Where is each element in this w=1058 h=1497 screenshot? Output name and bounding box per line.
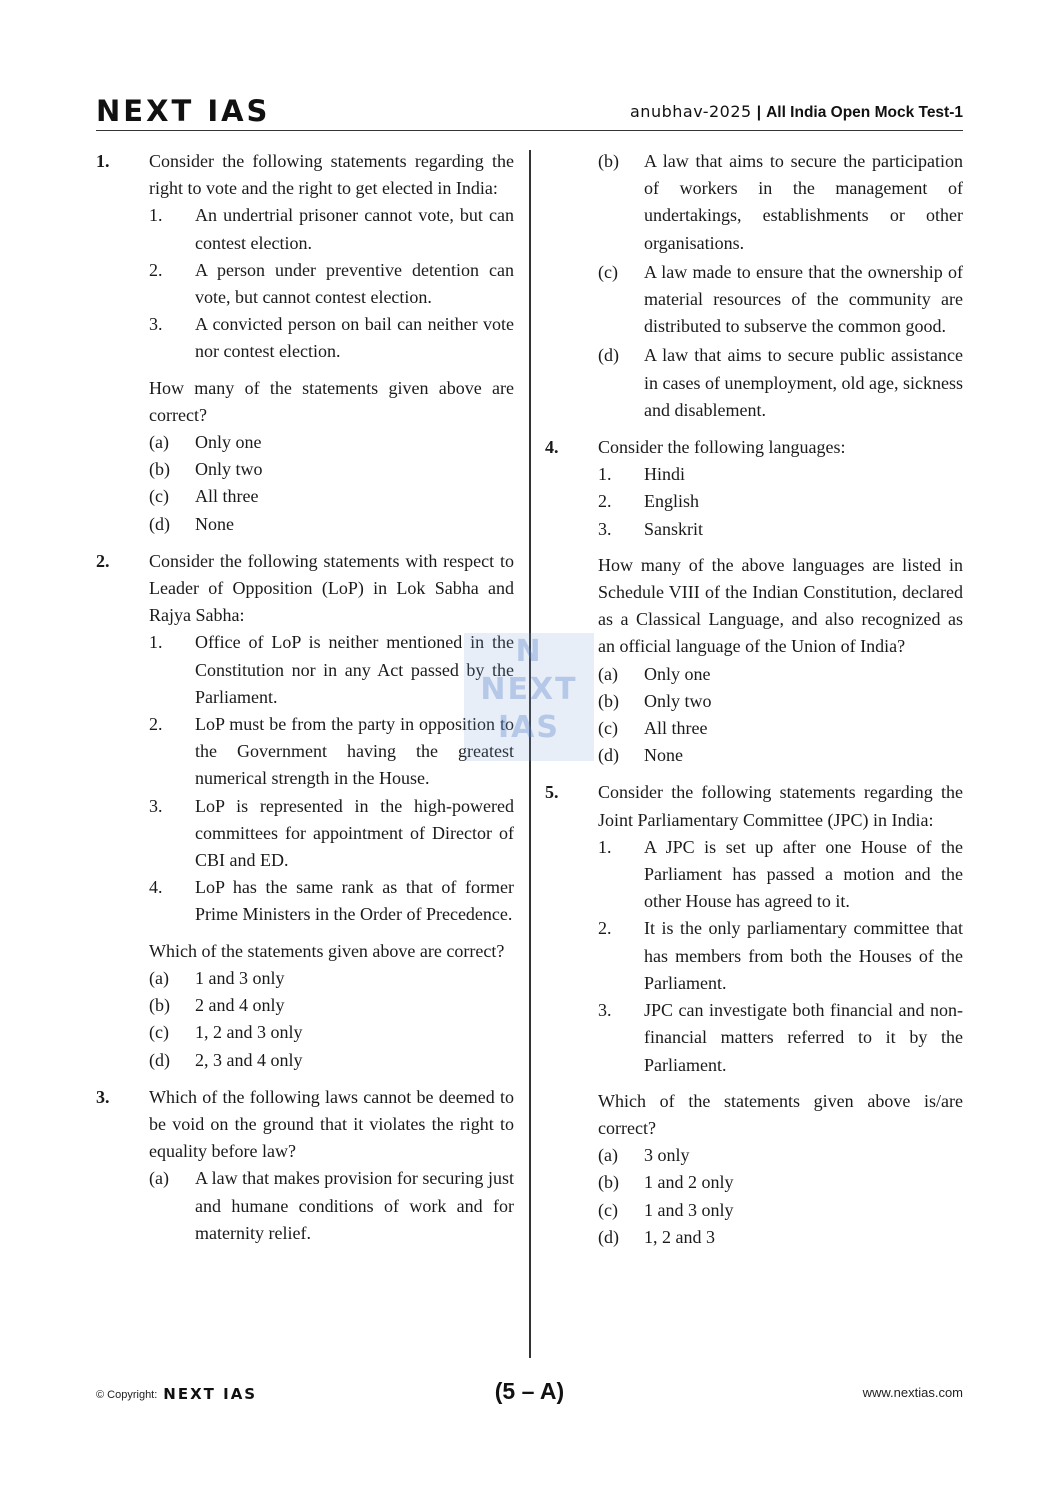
- option-list: [598, 661, 963, 770]
- page-header: [96, 96, 963, 131]
- test-title: All India Open Mock Test-1: [766, 104, 963, 121]
- option-d: (d) A law that aims to secure public assistance in cases of unemployment, old age, sickness and disablement.: [598, 345, 963, 420]
- statement-item: 3. A convicted person on bail can neither vote nor contest election.: [149, 314, 514, 362]
- option-a: (a) A law that makes provision for securing just and humane conditions of work and for maternity relief.: [149, 1168, 514, 1243]
- question-stem: Consider the following statements regarding the Joint Parliamentary Committee (JPC) in India:: [598, 782, 963, 830]
- option-b: (b) Only two: [149, 459, 263, 480]
- option-b: (b) A law that aims to secure the participation of workers in the management of undertakings, establishments or other organisations.: [598, 151, 963, 253]
- question-number: 1.: [96, 151, 110, 171]
- statement-item: 2. It is the only parliamentary committee that has members from both the Houses of the Parliament.: [598, 918, 963, 993]
- option-d: (d) None: [598, 745, 683, 766]
- statement-item: 2. English: [598, 491, 700, 512]
- copyright: © Copyright: NEXT IAS: [96, 1385, 258, 1403]
- question-stem: Consider the following statements regarding the right to vote and the right to get elected in India:: [149, 151, 514, 199]
- question-stem: Consider the following languages:: [598, 437, 846, 458]
- next-ias-watermark: N NEXT IAS: [464, 633, 594, 761]
- statement-item: 1. An undertrial prisoner cannot vote, but can contest election.: [149, 205, 514, 253]
- question-number: 3.: [96, 1086, 110, 1107]
- statement-item: 2. A person under preventive detention can vote, but cannot contest election.: [149, 259, 514, 308]
- page-number: (5 – A): [494, 1378, 565, 1404]
- website-link[interactable]: www.nextias.com: [862, 1385, 963, 1400]
- statement-item: 4. LoP has the same rank as that of former Prime Ministers in the Order of Precedence.: [149, 877, 514, 925]
- question-1: [96, 148, 514, 538]
- option-c: (c) All three: [598, 718, 708, 739]
- question-3: [96, 1084, 514, 1247]
- option-list: [149, 965, 514, 1074]
- option-b: (b) 2 and 4 only: [149, 995, 285, 1016]
- statement-list: [149, 629, 514, 928]
- option-c: (c) A law made to ensure that the ownership of material resources of the community are distributed to subserve the common good.: [598, 261, 963, 337]
- option-list: [598, 148, 963, 424]
- statement-item: 1. A JPC is set up after one House of the Parliament has passed a motion and the other House has agreed to it.: [598, 836, 963, 912]
- option-c: (c) All three: [149, 486, 259, 507]
- statement-item: 2. LoP must be from the party in opposition to the Government having the greatest numerical strength in the House.: [149, 714, 514, 789]
- option-a: (a) Only one: [598, 663, 711, 684]
- question-stem: Which of the following laws cannot be deemed to be void on the ground that it violates the right to equality before law?: [149, 1086, 514, 1162]
- statement-item: 1. Hindi: [598, 464, 686, 485]
- left-column: [96, 148, 514, 1257]
- option-d: (d) 1, 2 and 3: [598, 1226, 715, 1247]
- statement-item: 3. LoP is represented in the high-powered committees for appointment of Director of CBI and ED.: [149, 795, 514, 871]
- statement-item: 3. JPC can investigate both financial and non-financial matters referred to it by the Parliament.: [598, 1000, 963, 1075]
- question-prompt: Which of the statements given above are correct?: [149, 940, 505, 961]
- statement-item: 3. Sanskrit: [598, 518, 704, 539]
- option-a: (a) 1 and 3 only: [149, 967, 285, 988]
- question-prompt: Which of the statements given above is/are correct?: [598, 1090, 963, 1138]
- right-column: [545, 148, 963, 1261]
- question-stem: Consider the following statements with respect to Leader of Opposition (LoP) in Lok Sabha and Rajya Sabha:: [149, 550, 514, 626]
- option-d: (d) None: [149, 513, 234, 534]
- question-3-continued: [545, 148, 963, 424]
- statement-list: [598, 834, 963, 1079]
- option-a: (a) Only one: [149, 432, 262, 453]
- option-c: (c) 1 and 3 only: [598, 1199, 734, 1220]
- question-number: 2.: [96, 550, 110, 571]
- page-footer: [96, 1378, 963, 1408]
- anubhav-brand: anubhav-2025: [630, 102, 752, 121]
- footer-logo: NEXT IAS: [163, 1385, 258, 1403]
- option-list: [598, 1142, 963, 1251]
- option-c: (c) 1, 2 and 3 only: [149, 1022, 303, 1043]
- question-number: 5.: [545, 782, 559, 803]
- option-list: [149, 429, 514, 538]
- question-2: [96, 548, 514, 1074]
- header-title: anubhav-2025 | All India Open Mock Test-1: [630, 102, 963, 121]
- option-d: (d) 2, 3 and 4 only: [149, 1049, 303, 1070]
- question-number: 4.: [545, 437, 559, 458]
- question-4: [545, 434, 963, 769]
- option-a: (a) 3 only: [598, 1145, 690, 1166]
- question-prompt: How many of the statements given above are correct?: [149, 377, 514, 425]
- option-list: [149, 1165, 514, 1247]
- question-prompt: How many of the above languages are listed in Schedule VIII of the Indian Constitution, declared as a Classical Language, and also recognized as an official language of the Union of India?: [598, 554, 963, 657]
- option-b: (b) Only two: [598, 690, 712, 711]
- question-5: [545, 779, 963, 1250]
- statement-list: [149, 202, 514, 365]
- statement-list: [598, 461, 963, 543]
- option-b: (b) 1 and 2 only: [598, 1172, 734, 1193]
- statement-item: 1. Office of LoP is neither mentioned in the Constitution nor in any Act passed by the Parliament.: [149, 632, 514, 707]
- next-ias-logo: NEXT IAS: [96, 94, 271, 128]
